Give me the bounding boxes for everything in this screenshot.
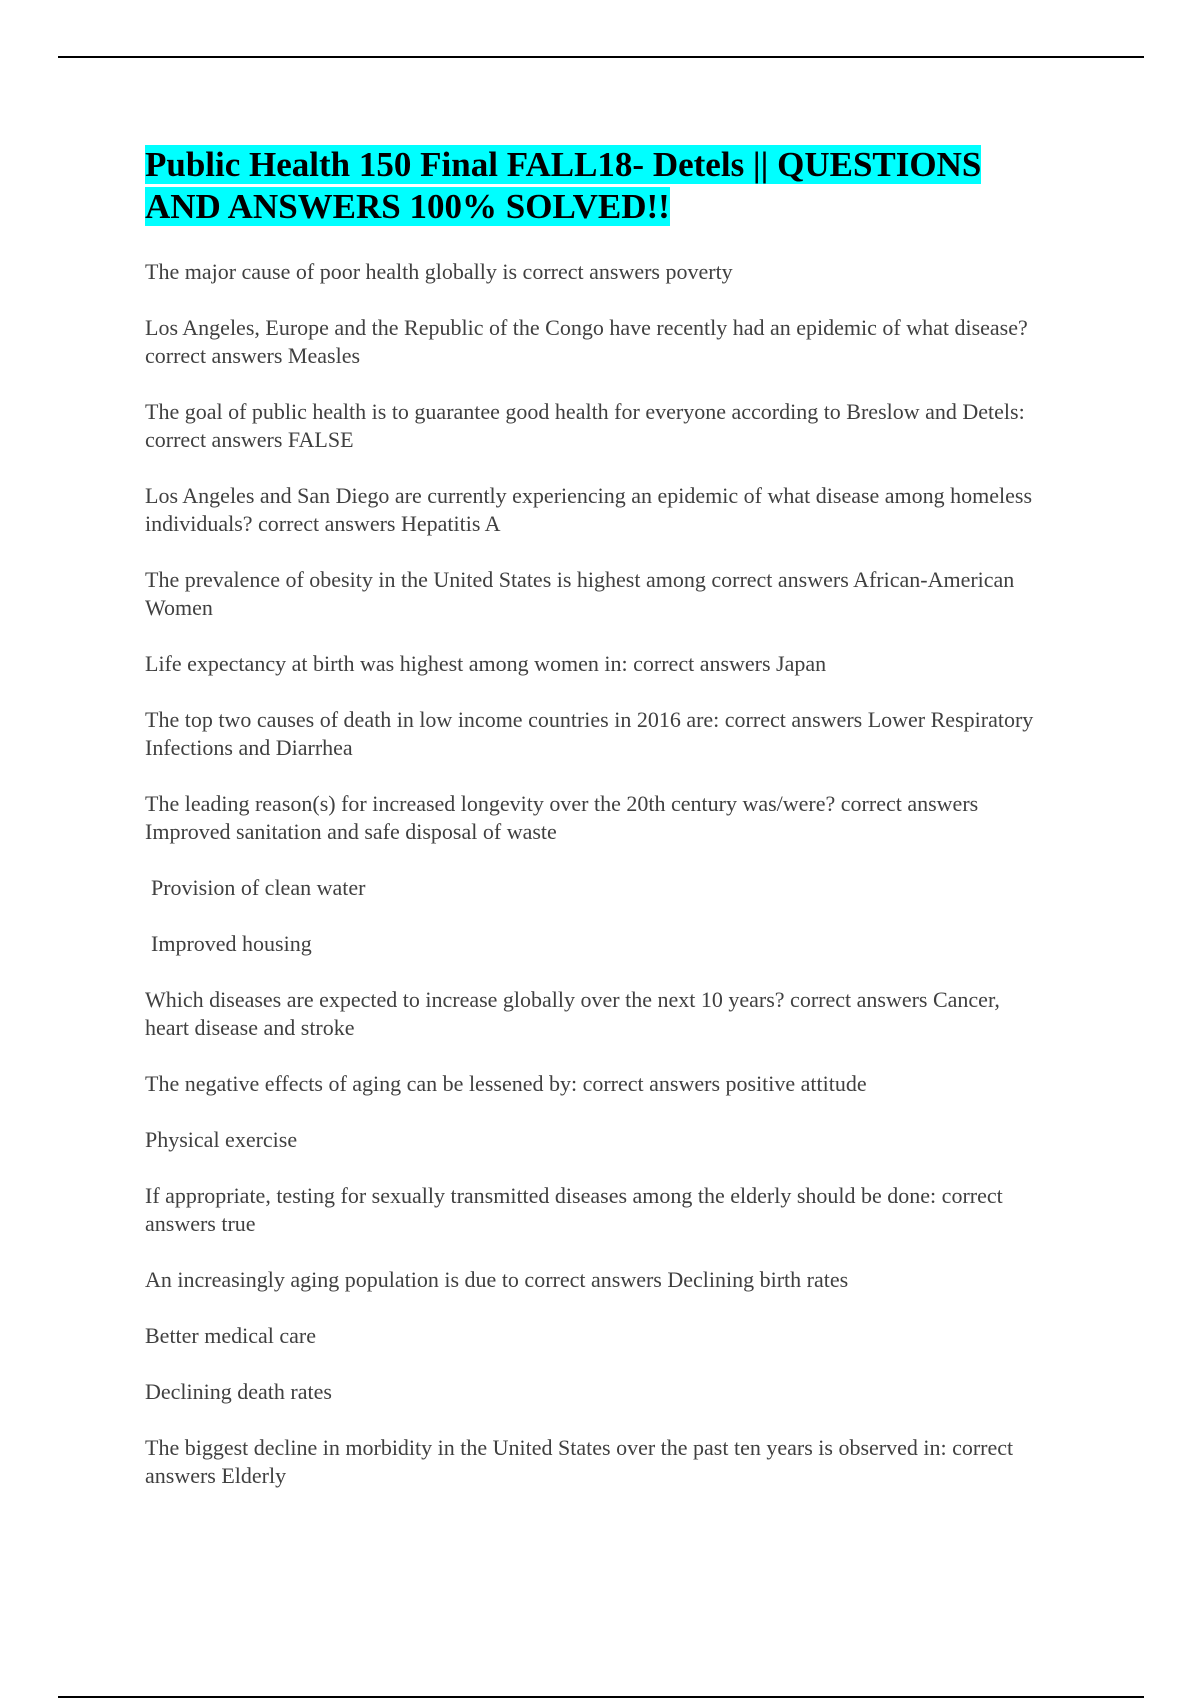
qa-entry: An increasingly aging population is due to correct answers Declining birth rates [145, 1267, 849, 1292]
document-title [145, 144, 1045, 228]
qa-entry: If appropriate, testing for sexually transmitted diseases among the elderly should be done: correct answers true [145, 1183, 1003, 1236]
top-rule [58, 56, 1144, 58]
qa-entry: Los Angeles, Europe and the Republic of the Congo have recently had an epidemic of what disease? correct answers Measles [145, 315, 1028, 368]
qa-continuation: Provision of clean water [151, 875, 366, 900]
qa-entry: Which diseases are expected to increase globally over the next 10 years? correct answers Cancer, heart disease and stroke [145, 987, 1000, 1040]
bottom-rule [58, 1696, 1144, 1698]
qa-entry: Life expectancy at birth was highest among women in: correct answers Japan [145, 651, 827, 676]
qa-continuation: Better medical care [145, 1323, 317, 1348]
qa-entry: Los Angeles and San Diego are currently experiencing an epidemic of what disease among homeless individuals? correct answers Hepatitis A [145, 483, 1033, 536]
qa-continuation: Declining death rates [145, 1379, 332, 1404]
qa-continuation: Improved housing [151, 931, 312, 956]
title-highlight: Public Health 150 Final FALL18- Detels || QUESTIONS AND ANSWERS 100% SOLVED!! [145, 145, 982, 226]
qa-entry: The prevalence of obesity in the United States is highest among correct answers African-American Women [145, 567, 1015, 620]
qa-entry: The biggest decline in morbidity in the United States over the past ten years is observed in: correct answers Elderly [145, 1435, 1014, 1488]
qa-entry: The top two causes of death in low income countries in 2016 are: correct answers Lower Respiratory Infections and Diarrhea [145, 707, 1034, 760]
qa-entry: The major cause of poor health globally is correct answers poverty [145, 259, 733, 284]
qa-entry: The negative effects of aging can be lessened by: correct answers positive attitude [145, 1071, 867, 1096]
qa-continuation: Physical exercise [145, 1127, 298, 1152]
qa-entry: The leading reason(s) for increased longevity over the 20th century was/were? correct answers Improved sanitation and safe disposal of waste [145, 791, 979, 844]
qa-entry: The goal of public health is to guarantee good health for everyone according to Breslow and Detels: correct answers FALSE [145, 399, 1025, 452]
qa-list [145, 258, 1045, 1518]
